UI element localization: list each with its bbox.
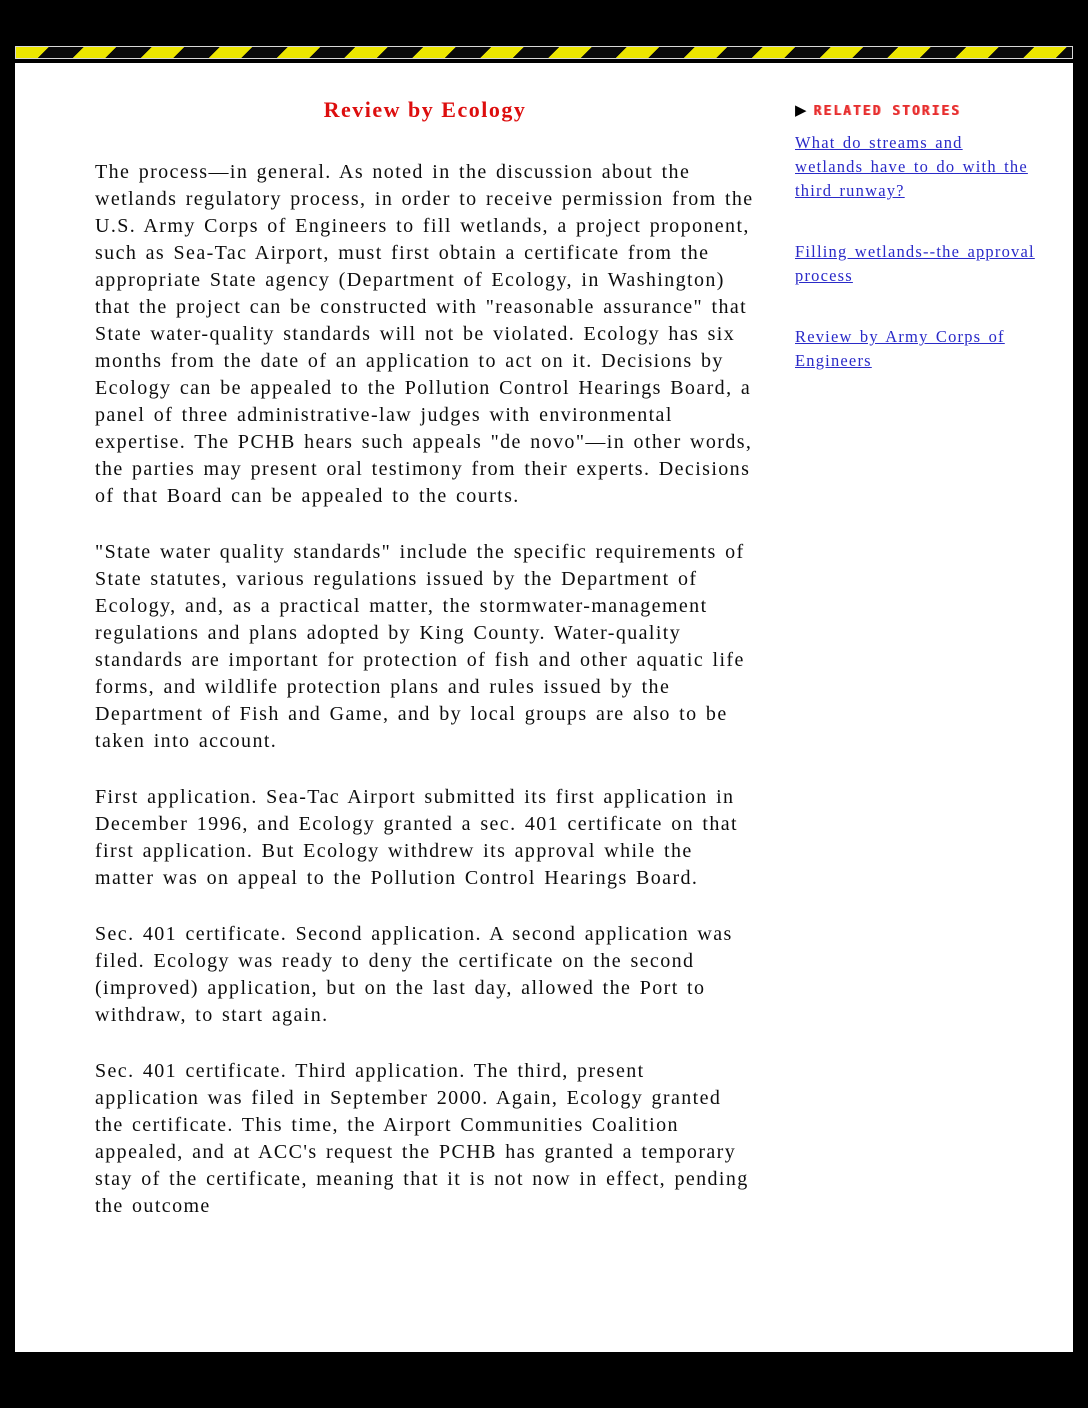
arrow-right-icon: ▶ <box>795 103 807 119</box>
article-column <box>95 95 755 1352</box>
article-paragraph: "State water quality standards" include the specific requirements of State statutes, various regulations issued by the Department of Ecology, and, as a practical matter, the stormwater-management regulations and plans adopted by King County. Water-quality standards are important for protection of fish and other aquatic life forms, and wildlife protection plans and rules issued by the Department of Fish and Game, and by local groups are also to be taken into account. <box>95 541 745 752</box>
related-link-streams-wetlands[interactable]: What do streams and wetlands have to do with the third runway? <box>795 133 1028 200</box>
caution-tape-banner <box>15 46 1073 59</box>
related-link-army-corps-review[interactable]: Review by Army Corps of Engineers <box>795 327 1005 370</box>
content-area <box>15 63 1073 1352</box>
related-stories-label: RELATED STORIES <box>813 104 961 119</box>
related-link-filling-wetlands[interactable]: Filling wetlands--the approval process <box>795 242 1035 285</box>
article-paragraph: Sec. 401 certificate. Third application. The third, present application was filed in September 2000. Again, Ecology granted the certificate. This time, the Airport Communities Coalition appealed, and at ACC's request the PCHB has granted a temporary stay of the certificate, meaning that it is not now in effect, pending the outcome <box>95 1060 749 1217</box>
top-black-band <box>15 0 1073 46</box>
article-body <box>95 159 755 1220</box>
page-frame <box>15 0 1073 1352</box>
related-stories-sidebar <box>795 95 1037 1352</box>
related-stories-header <box>795 104 1037 119</box>
page-title: Review by Ecology <box>323 97 527 122</box>
article-paragraph: The process—in general. As noted in the discussion about the wetlands regulatory process, in order to receive permission from the U.S. Army Corps of Engineers to fill wetlands, a project proponent, such as Sea-Tac Airport, must first obtain a certificate from the appropriate State agency (Department of Ecology, in Washington) that the project can be constructed with "reasonable assurance" that State water-quality standards will not be violated. Ecology has six months from the date of an application to act on it. Decisions by Ecology can be appealed to the Pollution Control Hearings Board, a panel of three administrative-law judges with environmental expertise. The PCHB hears such appeals "de novo"—in other words, the parties may present oral testimony from their experts. Decisions of that Board can be appealed to the courts. <box>95 161 754 507</box>
article-paragraph: First application. Sea-Tac Airport submitted its first application in December 1996, and Ecology granted a sec. 401 certificate on that first application. But Ecology withdrew its approval while the matter was on appeal to the Pollution Control Hearings Board. <box>95 786 739 889</box>
article-paragraph: Sec. 401 certificate. Second application. A second application was filed. Ecology was ready to deny the certificate on the second (improved) application, but on the last day, allowed the Port to withdraw, to start again. <box>95 923 733 1026</box>
